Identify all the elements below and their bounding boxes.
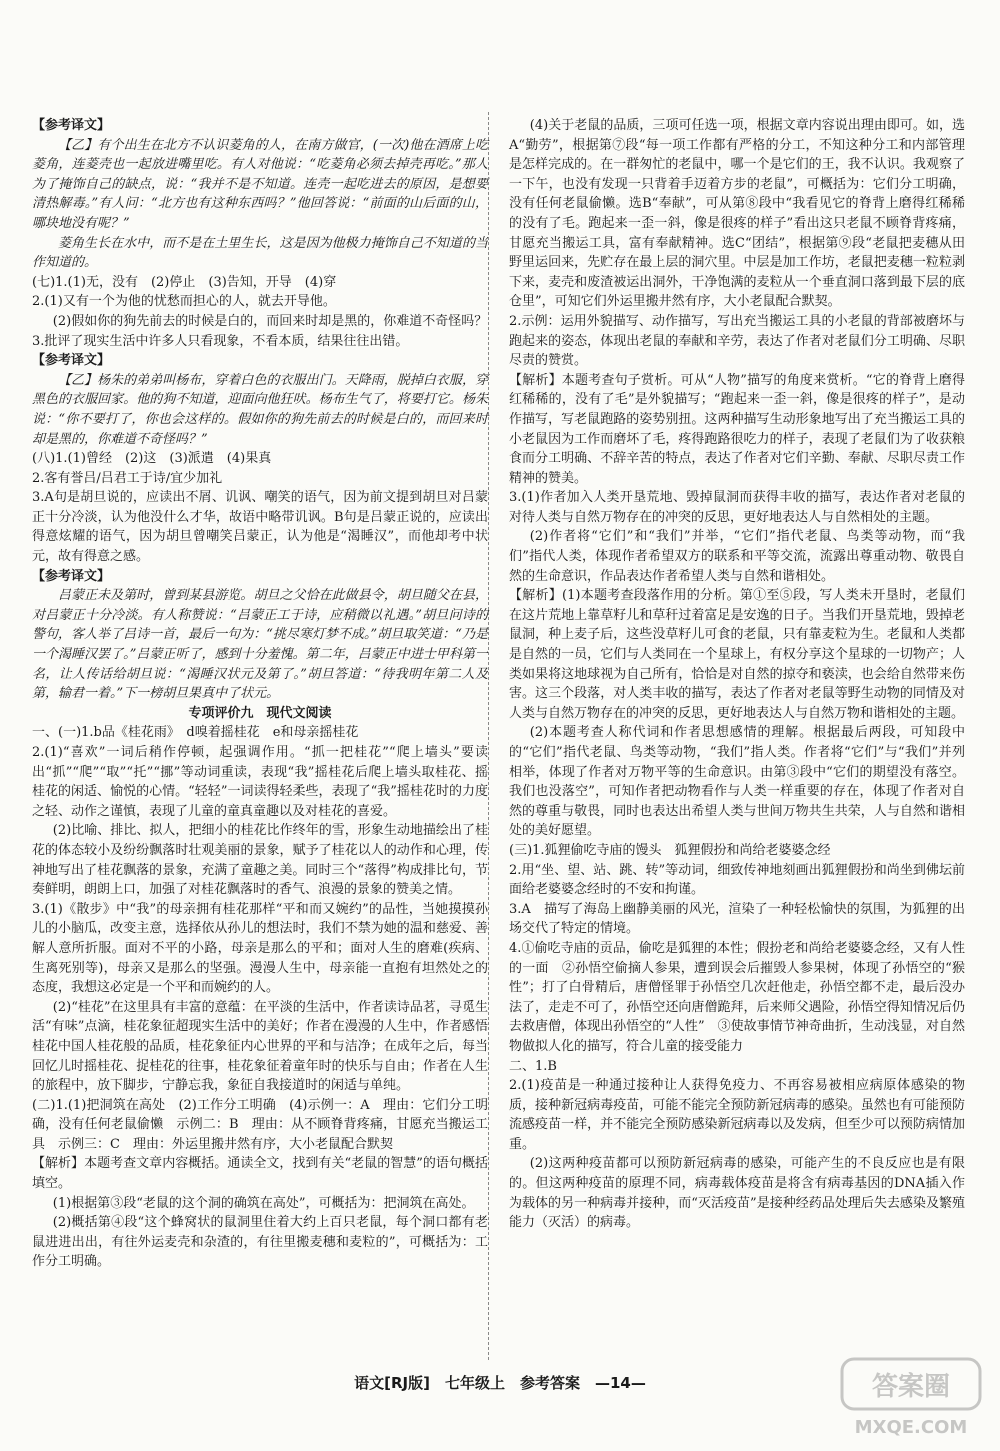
right-paragraph-12: 2.(1)疫苗是一种通过接种让人获得免疫力、不再容易被相应病原体感染的物质，接种新冠病毒疫苗，可能不能完全预防新冠病毒的感染。虽然也有可能预防流感疫苗一样，并不能完全预防感染新冠病毒以及发病，但至少可以预防病情加重。 (509, 1078, 965, 1152)
left-paragraph-5: (2)假如你的狗先前去的时候是白的，而回来时却是黑的，你难道不奇怪吗？ (52, 313, 488, 329)
left-paragraph-17: (2)比喻、排比、拟人，把细小的桂花比作终年的雪，形象生动地描绘出了桂花的体态较小及纷纷飘落时壮观美丽的景象，赋予了桂花以人的动作和心理，传神地写出了桂花飘落的景象，充满了童趣之美。同时三个“落得”构成排比句，节奏鲜明，朗朗上口，加强了对桂花飘落时的香气、浪漫的景象的赞美之情。 (32, 823, 488, 898)
right-column (509, 116, 965, 1233)
left-paragraph-12: 【参考译文】 (32, 568, 111, 584)
left-column (32, 116, 488, 1272)
right-paragraph-9: 3.A 描写了海岛上幽静美丽的风光，渲染了一种轻松愉快的氛围，为狐狸的出场交代了特定的情境。 (509, 901, 965, 937)
column-divider (488, 112, 489, 1360)
left-paragraph-4: 2.(1)又有一个为他的忧愁而担心的人，就去开导他。 (32, 294, 336, 310)
right-paragraph-11: 二、1.B (509, 1058, 557, 1074)
left-paragraph-16: 2.(1)“喜欢”一词后稍作停顿，起强调作用。“抓一把桂花”“爬上墙头”要读出“抓”“爬”“取”“托”“挪”等动词重读，表现“我”摇桂花后爬上墙头取桂花、摇桂花的闲适、愉悦的心情。“轻轻”一词读得轻柔些，表现了“我”摇桂花时的力度之轻、动作之谨慎，表现了儿童的童真童趣以及对桂花的喜爱。 (32, 745, 488, 819)
left-paragraph-15: 一、(一)1.b品《桂花雨》 d嗅着摇桂花 e和母亲摇桂花 (32, 725, 359, 741)
right-paragraph-5: 【解析】(1)本题考查段落作用的分析。第①至⑤段，写人类未开垦时，老鼠们在这片荒地上靠草籽儿和草秆过着富足是安逸的日子。当我们开垦荒地，毁掉老鼠洞，种上麦子后，这些没草籽儿可食的老鼠，只有靠麦粒为生。老鼠和人类都是自然的一员，它们与人类同在一个星球上，有权分享这个星球的一切物产；人类如果将这地球视为自己所有，恰恰是对自然的掠夺和亵渎，也会给自然带来伤害。这三个段落，对人类丰收的描写，表达了作者对老鼠等野生动物的同情及对人类与自然万物存在的冲突的反思，更好地表达人与自然万物和谐相处的主题。 (509, 588, 965, 721)
right-paragraph-0: (4)关于老鼠的品质，三项可任选一项，根据文章内容说出理由即可。如，选A“勤劳”，根据第⑦段“每一项工作都有严格的分工，不知这种分工和内部管理是怎样完成的。在一群匆忙的老鼠中，哪一个是它们的王，我不认识。我观察了一下午，也没有发现一只背着手迈着方步的老鼠”，可概括为：它们分工明确，没有任何老鼠偷懒。选B“奉献”，可从第⑧段中“我看见它的脊背上磨得红稀稀的没有了毛。跑起来一歪一斜，像是很疼的样子”看出这只老鼠不顾脊背疼痛，甘愿充当搬运工具，富有奉献精神。选C“团结”，根据第⑨段“老鼠把麦穗从田野里运回来，先贮存在最上层的洞穴里。中层是加工作坊，老鼠把麦穗一粒粒剥下来，麦壳和废渣被运出洞外，干净饱满的麦粒从一个垂直洞口落到最下层的底仓里”，可知它们外运里搬井然有序，大小老鼠配合默契。 (509, 118, 965, 310)
left-paragraph-1: 【乙】有个出生在北方不认识菱角的人，在南方做官，(一次)他在酒席上吃菱角，连菱壳也一起放进嘴里吃。有人对他说：“吃菱角必须去掉壳再吃。”那人为了掩饰自己的缺点，说：“我并不是不知道。连壳一起吃进去的原因，是想要清热解毒。”有人问：“北方也有这种东西吗？”他回答说：“前面的山后面的山，哪块地没有呢？” (32, 137, 488, 231)
left-paragraph-14: 专项评价九 现代文阅读 (188, 705, 332, 721)
right-paragraph-3: 3.(1)作者加入人类开垦荒地、毁掉鼠洞而获得丰收的描写，表达作者对老鼠的对待人类与自然万物存在的冲突的反思，更好地表达人与自然相处的主题。 (509, 490, 965, 525)
right-paragraph-2: 【解析】本题考查句子赏析。可从“人物”描写的角度来赏析。“它的脊背上磨得红稀稀的，没有了毛”是外貌描写；“跑起来一歪一斜，像是很疼的样子”，是动作描写，写老鼠跑路的姿势别扭。这两种描写生动形象地写出了充当搬运工具的小老鼠因为工作而磨坏了毛，疼得跑路很吃力的样子，表现了老鼠们为了收获粮食而分工明确、不辞辛苦的特点，表达了作者对它们辛勤、奉献、尽职尽责工作精神的赞美。 (509, 372, 965, 486)
page-footer: 语文[RJ版] 七年级上 参考答案 —14— (354, 1374, 646, 1392)
left-paragraph-11: 3.A句是胡旦说的，应读出不屑、讥讽、嘲笑的语气，因为前文提到胡旦对吕蒙正十分冷淡，认为他没什么才华，故语中略带讥讽。B句是吕蒙正说的，应读出得意炫耀的语气，因为胡旦曾嘲笑吕蒙正，认为他是“渴睡汉”，而他却考中状元，故有得意之感。 (32, 490, 488, 565)
right-paragraph-6: (2)本题考查人称代词和作者思想感情的理解。根据最后两段，可知段中的“它们”指代老鼠、鸟类等动物，“我们”指人类。作者将“它们”与“我们”并列相举，体现了作者对万物平等的生命意识。由第③段中“它们的期望没有落空。我们也没落空”，可知作者把动物看作与人类一样重要的存在，体现了作者对自然的尊重与敬畏，同时也表达出希望人类与世间万物共生共荣，人与自然和谐相处的美好愿望。 (509, 725, 965, 839)
left-paragraph-10: 2.客有誉吕/吕君工于诗/宜少加礼 (32, 470, 223, 486)
left-paragraph-20: (二)1.(1)把洞筑在高处 (2)工作分工明确 (4)示例一：A 理由：它们分工明确，没有任何老鼠偷懒 示例二：B 理由：从不顾脊背疼痛，甘愿充当搬运工具 示例三：C 理由：外运里搬井然有序，大小老鼠配合默契 (32, 1097, 488, 1152)
right-paragraph-8: 2.用“坐、望、站、跳、转”等动词，细致传神地刻画出狐狸假扮和尚坐到佛坛前面给老婆婆念经时的不安和拘谨。 (509, 862, 965, 898)
left-paragraph-18: 3.(1)《散步》中“我”的母亲拥有桂花那样“平和而又婉约”的品性，当她摸摸孙儿的小脑瓜，改变主意，选择依从孙儿的想法时，我们不禁为她的温和慈爱、善解人意所折服。面对不平的小路，母亲是那么的平和；面对人生的磨难(疾病、生离死别等)，母亲又是那么的坚强。漫漫人生中，母亲能一直抱有坦然处之的态度，我想这必定是一个平和而婉约的人。 (32, 901, 488, 996)
left-paragraph-21: 【解析】本题考查文章内容概括。通读全文，找到有关“老鼠的智慧”的语句概括填空。 (32, 1156, 488, 1192)
left-paragraph-6: 3.批评了现实生活中许多人只看现象，不看本质，结果往往出错。 (32, 333, 409, 349)
left-paragraph-8: 【乙】杨朱的弟弟叫杨布，穿着白色的衣服出门。天降雨，脱掉白衣服，穿黑色的衣服回家。他的狗不知道，迎面向他狂吠。杨布生气了，将要打它。杨朱说：“你不要打了，你也会这样的。假如你的狗先前去的时候是白的，而回来时却是黑的，你难道不奇怪吗？” (32, 372, 488, 447)
left-paragraph-0: 【参考译文】 (32, 118, 111, 133)
left-paragraph-9: (八)1.(1)曾经 (2)这 (3)派遣 (4)果真 (32, 451, 272, 467)
left-paragraph-7: 【参考译文】 (32, 353, 111, 369)
left-paragraph-19: (2)“桂花”在这里具有丰富的意蕴：在平淡的生活中，作者读诗品茗，寻觅生活“有味”点滴，桂花象征超现实生活中的美好；作者在漫漫的人生中，作者感悟桂花中国人桂花般的品质，桂花象征内心世界的平和与洁净；在成年之后，每当回忆儿时摇桂花、捉桂花的往事，桂花象征着童年时的快乐与自由；作者在人生的旅程中，放下脚步，宁静忘我，象征自我接道时的闲适与单纯。 (32, 999, 488, 1094)
left-paragraph-13: 吕蒙正未及第时，曾到某县游览。胡旦之父恰在此做县令，胡旦随父在县，对吕蒙正十分冷淡。有人称赞说：“吕蒙正工于诗，应稍微以礼遇。”胡旦问诗的警句，客人举了吕诗一首，最后一句为：“挑尽寒灯梦不成。”胡旦取笑道：“乃是一个渴睡汉罢了。”吕蒙正听了，感到十分羞愧。第二年，吕蒙正中进士甲科第一名，让人传话给胡旦说：“渴睡汉状元及第了。”胡旦答道：“待我明年第二人及第，输君一着。”下一榜胡旦果真中了状元。 (32, 588, 488, 702)
svg-text:MXQE.COM: MXQE.COM (854, 1417, 968, 1438)
right-paragraph-10: 4.①偷吃寺庙的贡品，偷吃是狐狸的本性；假扮老和尚给老婆婆念经，又有人性的一面 ②孙悟空偷摘人参果，遭到误会后摧毁人参果树，体现了孙悟空的“猴性”；打了白骨精后，唐僧怪罪于孙悟空几次赶他走，孙悟空都不走，最后没办法了，走走不可了，孙悟空还向唐僧跪拜，后来师父遇险，孙悟空得知情况后仍去救唐僧，体现出孙悟空的“人性” ③使故事情节神奇曲折，生动浅显，对自然物做拟人化的描写，符合儿童的接受能力 (509, 940, 965, 1054)
svg-text:答案圈: 答案圈 (871, 1372, 951, 1402)
right-paragraph-4: (2)作者将“它们”和“我们”并举，“它们”指代老鼠、鸟类等动物，而“我们”指代人类，体现作者希望双方的联系和平等交流，流露出尊重动物、敬畏自然的生命意识，作品表达作者希望人类与自然和谐相处。 (509, 529, 965, 584)
left-paragraph-23: (2)概括第④段“这个蜂窝状的鼠洞里住着大约上百只老鼠，每个洞口都有老鼠进进出出，有往外运麦壳和杂渣的，有往里搬麦穗和麦粒的”，可概括为：工作分工明确。 (32, 1215, 488, 1270)
left-paragraph-3: (七)1.(1)无，没有 (2)停止 (3)告知，开导 (4)穿 (32, 274, 337, 290)
right-paragraph-13: (2)这两种疫苗都可以预防新冠病毒的感染，可能产生的不良反应也是有限的。但这两种疫苗的原理不同，病毒载体疫苗是将含有病毒基因的DNA插入作为载体的另一种病毒并接种，而“灭活疫苗”是接种经药品处理后失去感染及繁殖能力（灭活）的病毒。 (509, 1156, 965, 1231)
watermark-logo (836, 1353, 986, 1443)
left-paragraph-22: (1)根据第③段“老鼠的这个洞的确筑在高处”，可概括为：把洞筑在高处。 (52, 1195, 475, 1211)
right-paragraph-7: (三)1.狐狸偷吃寺庙的馒头 狐狸假扮和尚给老婆婆念经 (509, 842, 831, 858)
left-paragraph-2: 菱角生长在水中，而不是在土里生长，这是因为他极力掩饰自己不知道的当作知道的。 (32, 235, 488, 271)
right-paragraph-1: 2.示例：运用外貌描写、动作描写，写出充当搬运工具的小老鼠的背部被磨坏与跑起来的姿态，体现出老鼠的奉献和辛劳，表达了作者对老鼠们分工明确、尽职尽责的赞赏。 (509, 313, 965, 369)
